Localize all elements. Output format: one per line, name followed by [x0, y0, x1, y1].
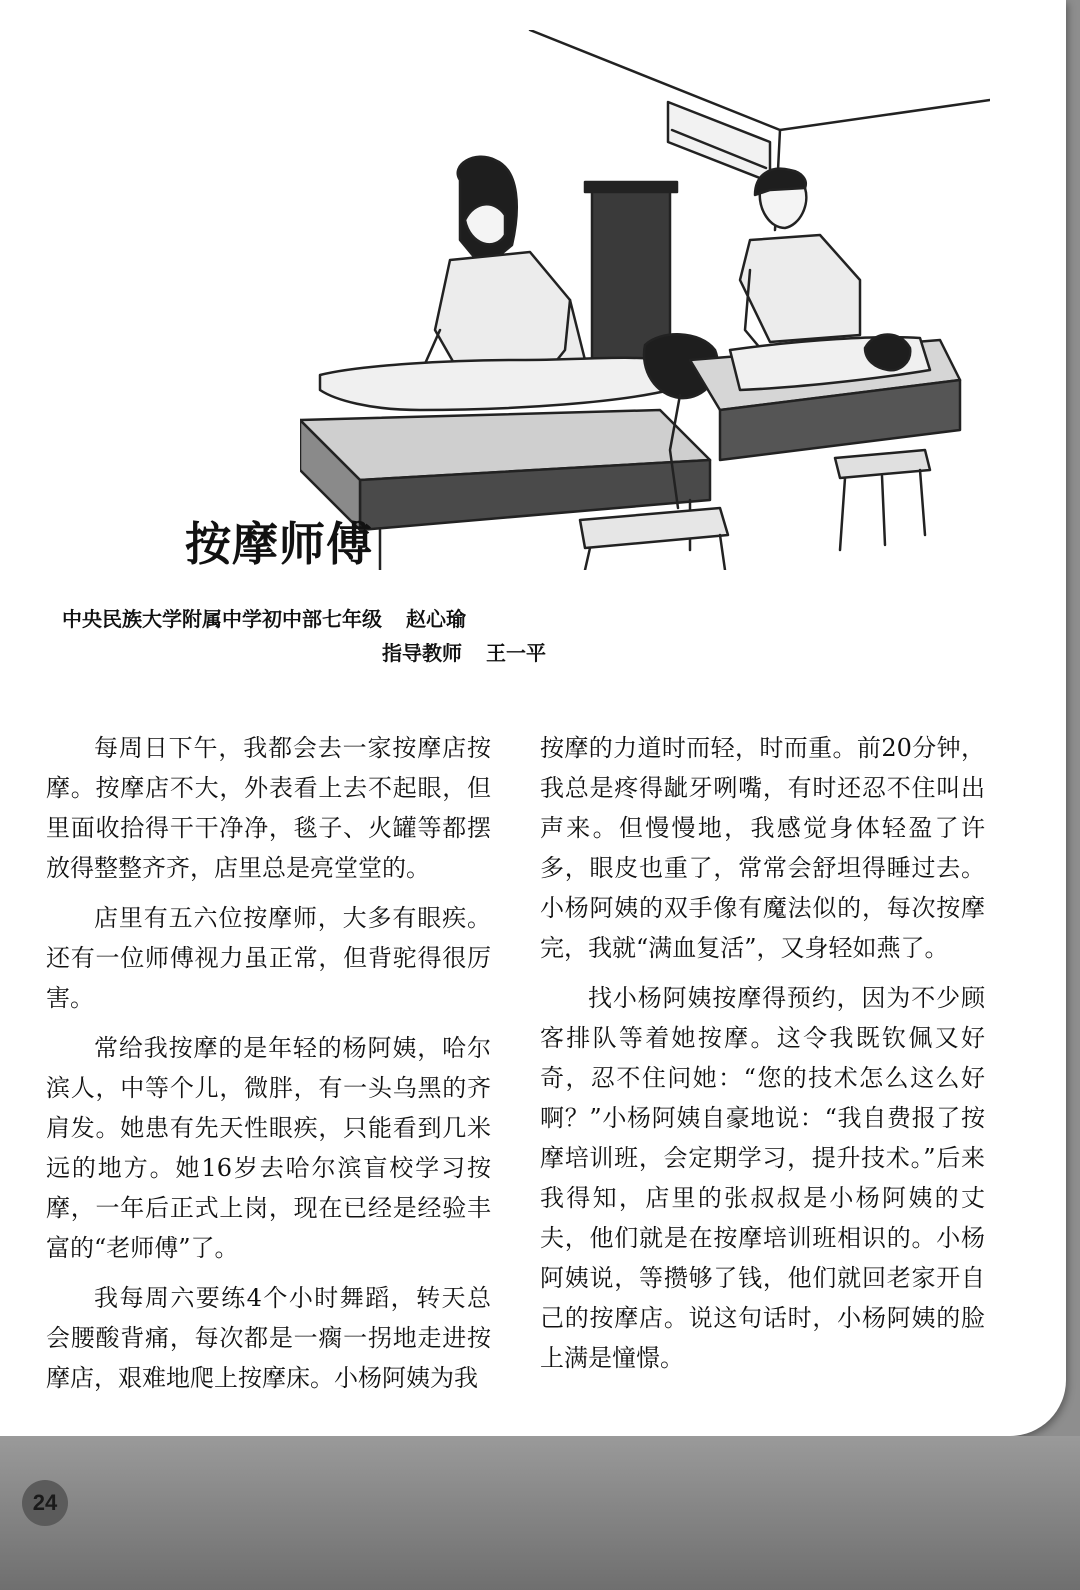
school-name: 中央民族大学附属中学初中部七年级	[62, 607, 382, 631]
author-line	[62, 602, 582, 636]
teacher-line	[62, 636, 582, 670]
author-name: 赵心瑜	[406, 607, 466, 631]
paragraph: 我每周六要练4个小时舞蹈，转天总会腰酸背痛，每次都是一瘸一拐地走进按摩店，艰难地爬上按摩床。小杨阿姨为我	[46, 1284, 491, 1392]
massage-parlor-illustration	[300, 30, 990, 570]
left-column	[46, 728, 491, 1408]
paragraph: 店里有五六位按摩师，大多有眼疾。还有一位师傅视力虽正常，但背驼得很厉害。	[46, 904, 491, 1012]
byline	[62, 602, 582, 670]
teacher-label: 指导教师	[382, 641, 462, 665]
page-number: 24	[22, 1480, 68, 1526]
paragraph: 每周日下午，我都会去一家按摩店按摩。按摩店不大，外表看上去不起眼，但里面收拾得干干净净，毯子、火罐等都摆放得整整齐齐，店里总是亮堂堂的。	[46, 734, 491, 882]
article-title: 按摩师傅	[185, 517, 373, 571]
page-edge	[0, 1436, 1080, 1590]
paragraph: 找小杨阿姨按摩得预约，因为不少顾客排队等着她按摩。这令我既钦佩又好奇，忍不住问她：“您的技术怎么这么好啊？”小杨阿姨自豪地说：“我自费报了按摩培训班，会定期学习，提升技术。”后来我得知，店里的张叔叔是小杨阿姨的丈夫，他们就是在按摩培训班相识的。小杨阿姨说，等攒够了钱，他们就回老家开自己的按摩店。说这句话时，小杨阿姨的脸上满是憧憬。	[540, 984, 985, 1372]
right-column	[540, 728, 985, 1388]
teacher-name: 王一平	[486, 641, 546, 665]
paragraph: 按摩的力道时而轻，时而重。前20分钟，我总是疼得龇牙咧嘴，有时还忍不住叫出声来。但慢慢地，我感觉身体轻盈了许多，眼皮也重了，常常会舒坦得睡过去。小杨阿姨的双手像有魔法似的，每次按摩完，我就“满血复活”，又身轻如燕了。	[540, 734, 985, 962]
paragraph: 常给我按摩的是年轻的杨阿姨，哈尔滨人，中等个儿，微胖，有一头乌黑的齐肩发。她患有先天性眼疾，只能看到几米远的地方。她16岁去哈尔滨盲校学习按摩，一年后正式上岗，现在已经是经验丰富的“老师傅”了。	[46, 1034, 491, 1262]
